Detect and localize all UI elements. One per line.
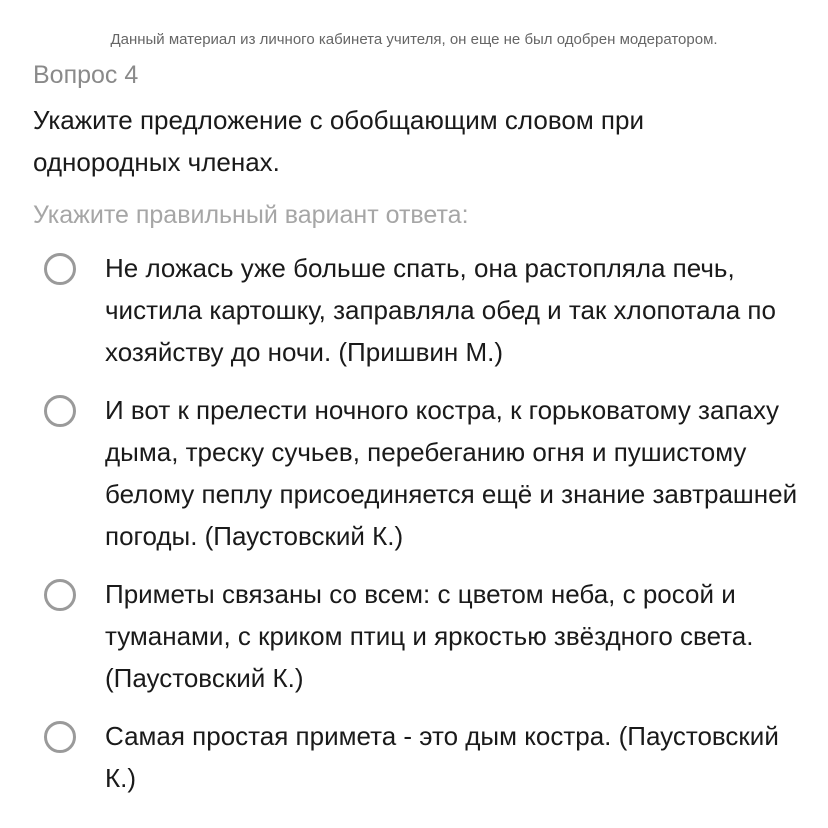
- radio-unchecked-icon[interactable]: [44, 395, 76, 427]
- answer-option-3[interactable]: [44, 573, 804, 703]
- question-text: Укажите предложение с обобщающим словом при однородных членах.: [33, 105, 644, 177]
- answer-option-4[interactable]: [44, 715, 804, 805]
- answer-option-1[interactable]: [44, 247, 804, 377]
- radio-unchecked-icon[interactable]: [44, 579, 76, 611]
- moderation-notice: Данный материал из личного кабинета учителя, он еще не был одобрен модератором.: [110, 31, 718, 48]
- answer-option-label: И вот к прелести ночного костра, к горьковатому запаху дыма, треску сучьев, перебеганию огня и пушистому белому пеплу присоединяется ещё и знание завтрашней погоды. (Паустовский К.): [105, 395, 798, 551]
- answer-option-label: Приметы связаны со всем: с цветом неба, с росой и туманами, с криком птиц и яркостью звёздного света. (Паустовский К.): [105, 579, 754, 693]
- answer-option-label: Не ложась уже больше спать, она растопляла печь, чистила картошку, заправляла обед и так хлопотала по хозяйству до ночи. (Пришвин М.): [105, 253, 776, 367]
- answer-option-label: Самая простая примета - это дым костра. (Паустовский К.): [105, 721, 779, 793]
- radio-unchecked-icon[interactable]: [44, 721, 76, 753]
- answer-instruction: Укажите правильный вариант ответа:: [33, 201, 469, 229]
- radio-unchecked-icon[interactable]: [44, 253, 76, 285]
- answer-option-2[interactable]: [44, 389, 804, 559]
- question-number: Вопрос 4: [33, 61, 139, 89]
